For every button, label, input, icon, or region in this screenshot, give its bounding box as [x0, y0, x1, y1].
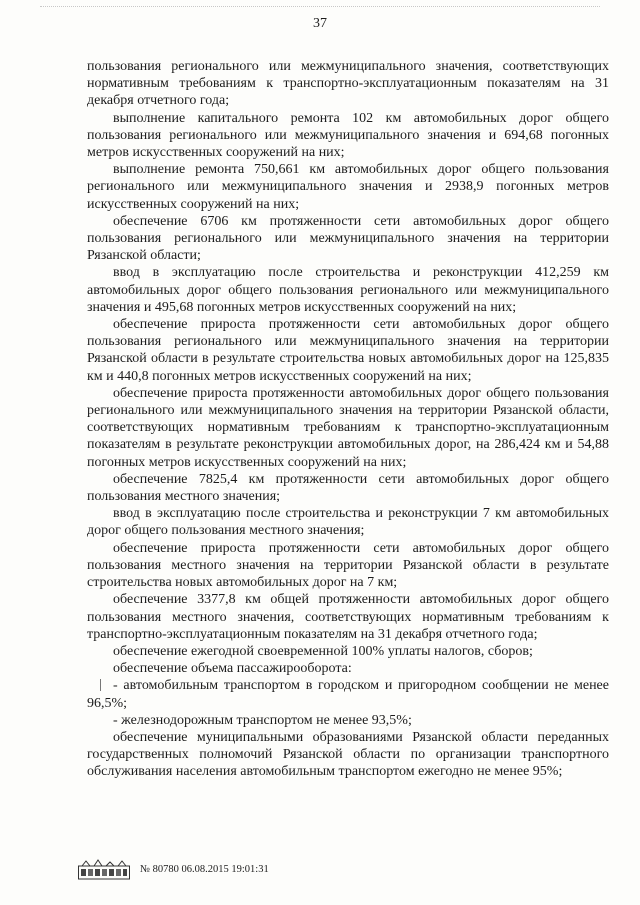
paragraph — [87, 58, 609, 110]
paragraph — [87, 540, 609, 592]
paragraph — [87, 110, 609, 162]
paragraph-text: - автомобильным транспортом в городском и пригородном сообщении не менее 96,5%; — [87, 678, 609, 711]
paragraph-text: обеспечение 6706 км протяженности сети автомобильных дорог общего пользования регионального или межмуниципального значения на территории Рязанской области; — [87, 213, 609, 264]
paragraph-text: обеспечение 7825,4 км протяженности сети автомобильных дорог общего пользования местного значения; — [87, 471, 609, 505]
paragraph — [87, 316, 609, 385]
page-number: 37 — [313, 16, 327, 31]
paragraph-text: обеспечение прироста протяженности сети автомобильных дорог общего пользования регионального или межмуниципального значения на территории Рязанской области в результате строительства новых автомобильных дорог на 125,835 км и 440,8 погонных метров искусственных сооружений на них; — [87, 317, 609, 384]
paragraph-text: обеспечение муниципальными образованиями Рязанской области переданных государственных полномочий Рязанской области по организации транспортного обслуживания населения автомобильным транспортом ежегодно не менее 95%; — [87, 729, 609, 780]
document-body — [87, 58, 609, 781]
registration-stamp-text: № 80780 06.08.2015 19:01:31 — [140, 864, 269, 875]
paragraph-text: обеспечение объема пассажирооборота: — [113, 661, 352, 677]
paragraph-text: обеспечение прироста протяженности автомобильных дорог общего пользования регионального или межмуниципального значения на территории Рязанской области, соответствующих нормативным требованиям к транспортно-эксплуатационным показателям в результате реконструкции автомобильных дорог, на 286,424 км и 54,88 погонных метров искусственных сооружений на них; — [87, 385, 609, 470]
paragraph-text: обеспечение ежегодной своевременной 100% уплаты налогов, сборов; — [113, 643, 533, 659]
registry-stamp-icon — [78, 858, 130, 880]
paragraph — [87, 264, 609, 316]
paragraph-text: обеспечение 3377,8 км общей протяженности автомобильных дорог общего пользования местного значения, соответствующих нормативным требованиям к транспортно-эксплуатационным показателям на 31 декабря отчетного года; — [87, 592, 609, 642]
paragraph-text: выполнение капитального ремонта 102 км автомобильных дорог общего пользования регионального или межмуниципального значения и 694,68 погонных метров искусственных сооружений на них; — [87, 110, 609, 161]
scan-artifact-line — [40, 6, 600, 8]
paragraph — [87, 385, 609, 471]
paragraph — [87, 591, 609, 643]
margin-mark — [100, 679, 101, 691]
list-item — [87, 712, 609, 729]
paragraph-text: обеспечение прироста протяженности сети автомобильных дорог общего пользования местного значения на территории Рязанской области в результате строительства новых автомобильных дорог на 7 км; — [87, 540, 609, 591]
list-item — [87, 677, 609, 711]
document-footer — [78, 858, 378, 882]
paragraph — [87, 643, 609, 660]
paragraph — [87, 213, 609, 265]
paragraph-text: выполнение ремонта 750,661 км автомобильных дорог общего пользования регионального или межмуниципального значения и 2938,9 погонных метров искусственных сооружений на них; — [87, 162, 609, 212]
paragraph — [87, 161, 609, 213]
paragraph-text: пользования регионального или межмуниципального значения, соответствующих нормативным требованиям к транспортно-эксплуатационным показателям на 31 декабря отчетного года; — [87, 59, 609, 109]
paragraph — [87, 729, 609, 781]
paragraph-text: ввод в эксплуатацию после строительства и реконструкции 7 км автомобильных дорог общего пользования местного значения; — [87, 506, 609, 539]
paragraph — [87, 660, 609, 677]
paragraph-text: - железнодорожным транспортом не менее 93,5%; — [113, 712, 412, 728]
paragraph — [87, 505, 609, 539]
paragraph-text: ввод в эксплуатацию после строительства и реконструкции 412,259 км автомобильных дорог общего пользования регионального или межмуниципального значения и 495,68 погонных метров искусственных сооружений на них; — [87, 265, 609, 315]
paragraph — [87, 471, 609, 505]
